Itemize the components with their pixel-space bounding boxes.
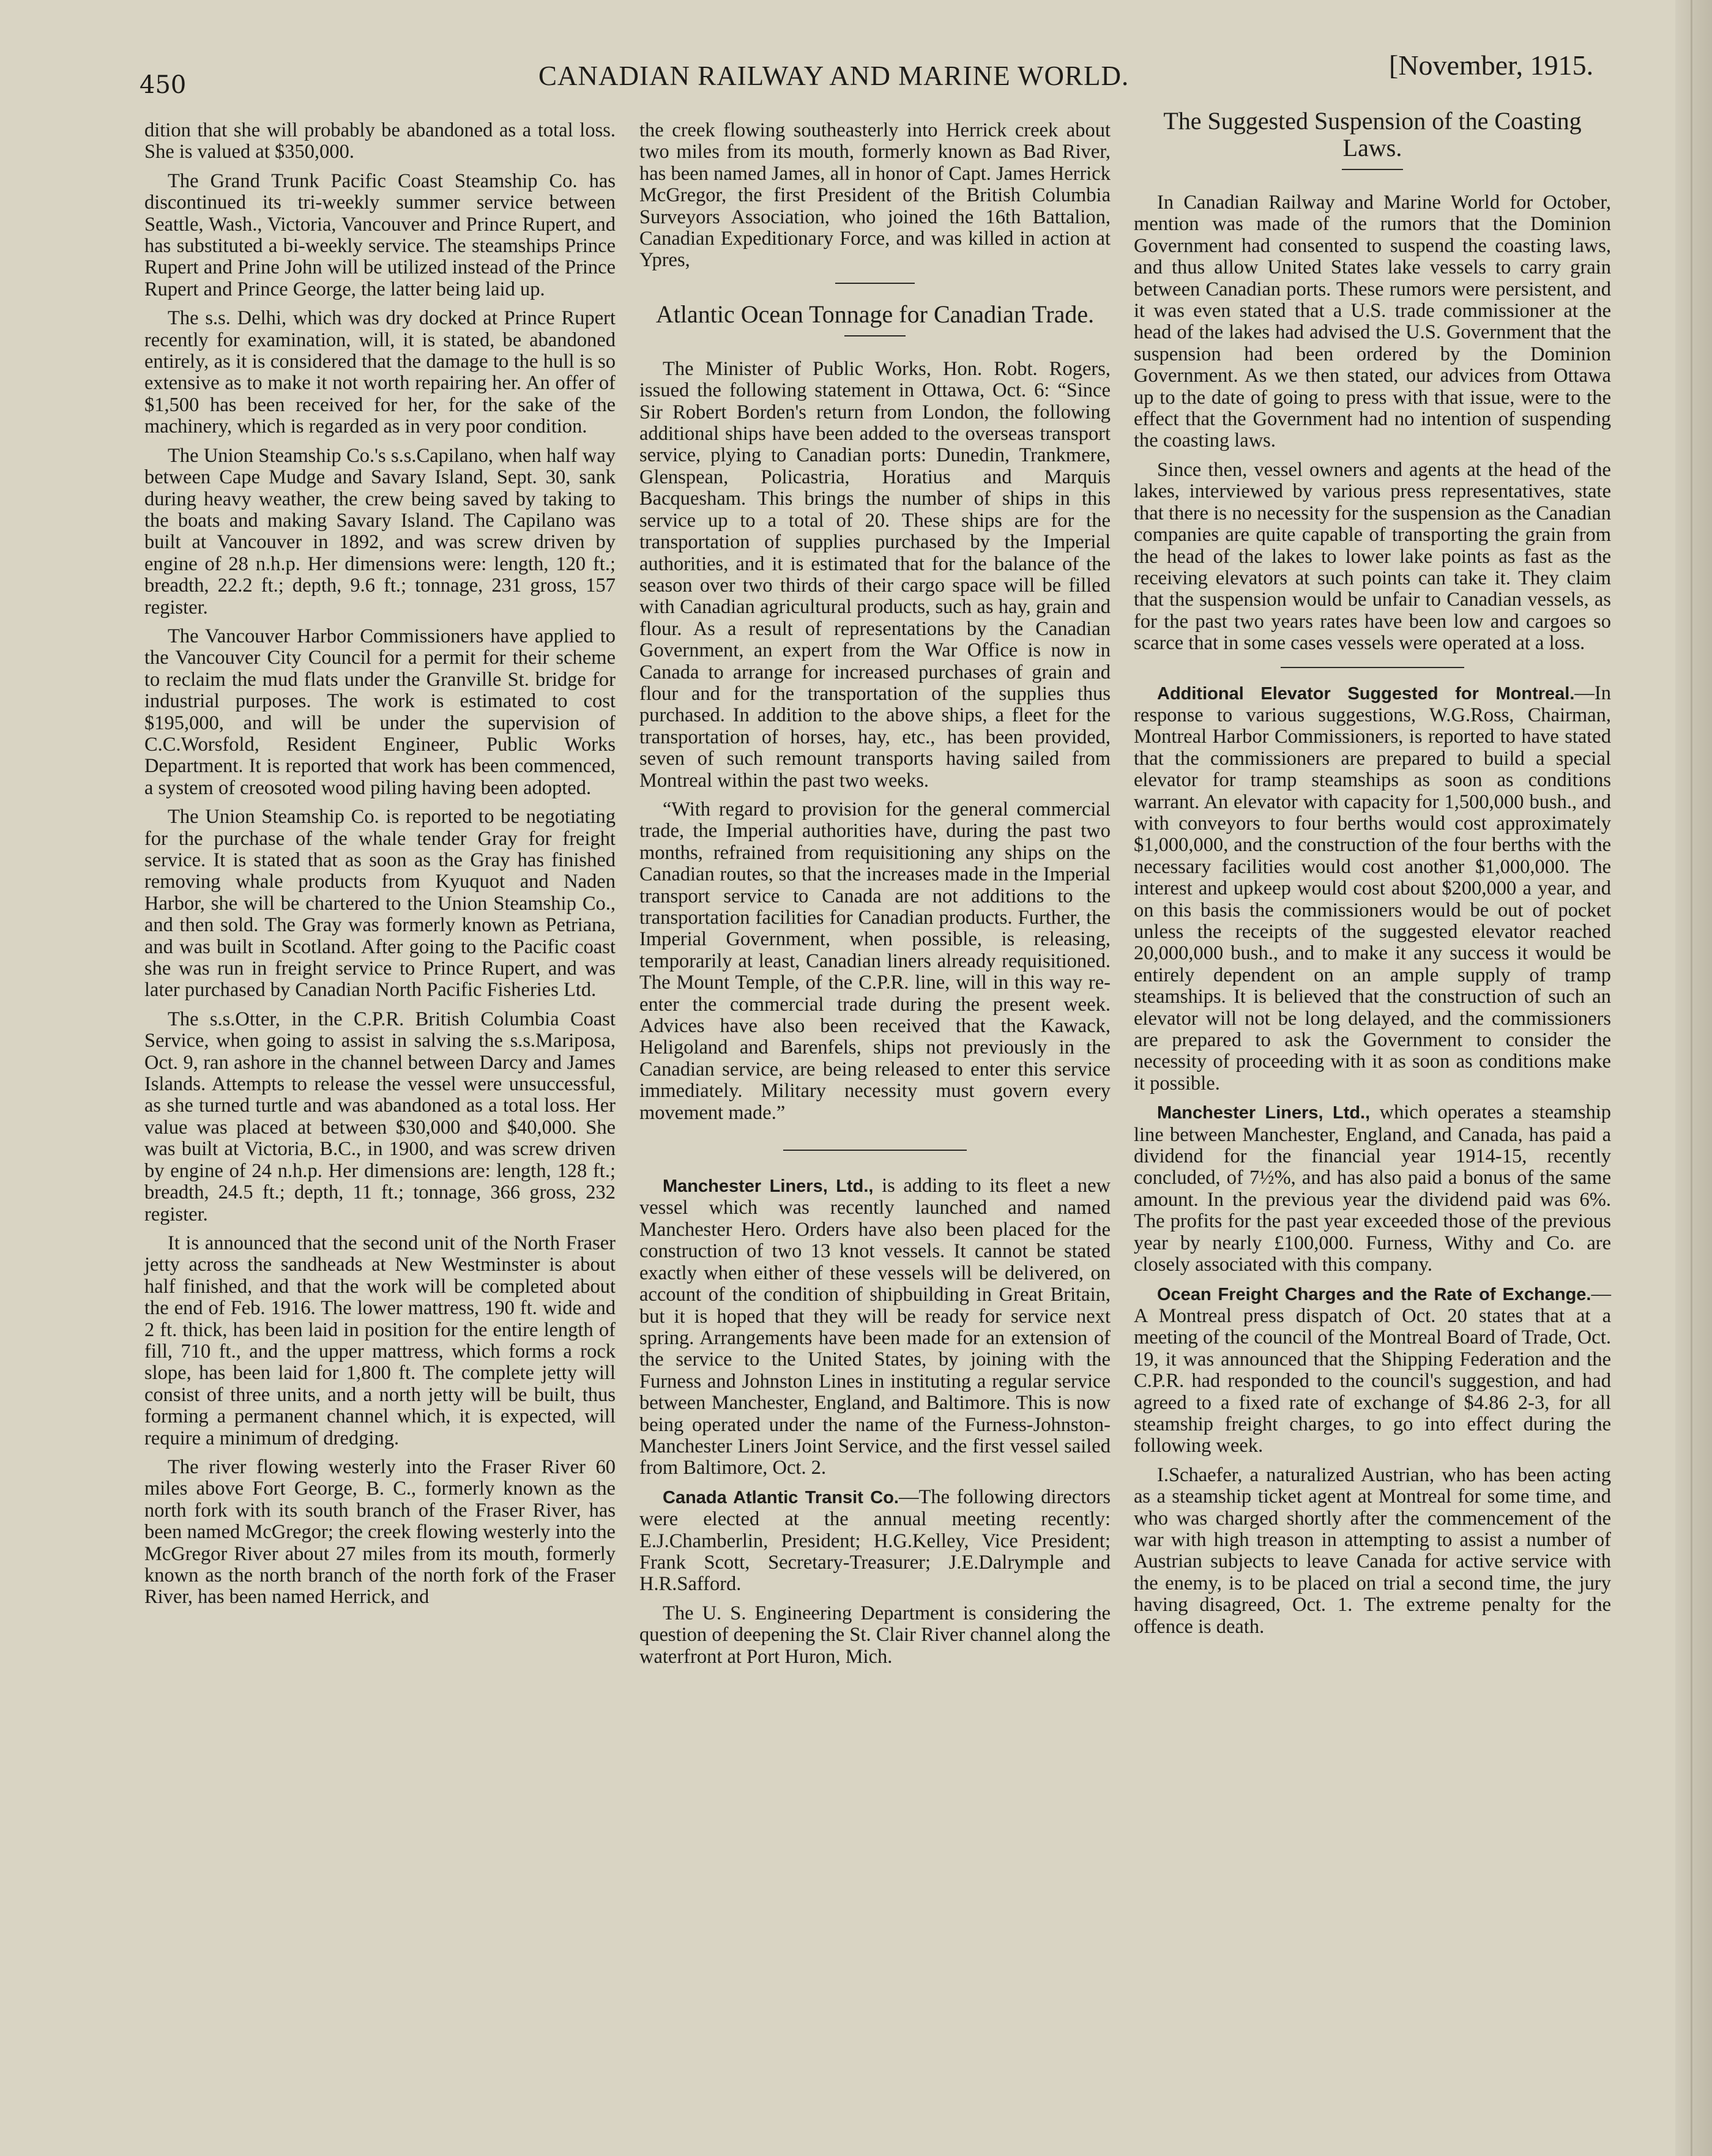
paragraph: The river flowing westerly into the Fraser River 60 miles above Fort George, B. C., formerly known as the north fork with its south branch of the Fraser River, has been named McGregor; the creek flowing westerly into the McGregor River about 27 miles from its mouth, formerly known as the north branch of the north fork of the Fraser River, has been named Herrick, and: [144, 1455, 616, 1608]
paragraph-lead: Canada Atlantic Transit Co.: [663, 1487, 899, 1507]
paragraph-text: is adding to its fleet a new vessel which was recently launched and named Manchester Hero. Orders have also been placed for the construction of two 13 knot vessels. It cannot be stated exactly when either of these vessels will be delivered, on account of the condition of shipbuilding in Great Britain, but it is hoped that they will be ready for service next spring. Arrangements have been made for an extension of the service to the United States, by joining with the Furness and Johnston Lines in instituting a regular service between Manchester, England, and Baltimore. This is now being operated under the name of the Furness-Johnston-Manchester Liners Joint Service, and the first vessel sailed from Baltimore, Oct. 2.: [639, 1175, 1111, 1479]
section-divider: [1281, 667, 1464, 668]
paragraph: The U. S. Engineering Department is considering the question of deepening the St. Clair River channel along the waterfront at Port Huron, Mich.: [639, 1602, 1111, 1668]
paragraph: dition that she will probably be abandoned as a total loss. She is valued at $350,000.: [144, 119, 616, 163]
paragraph-lead: Manchester Liners, Ltd.,: [663, 1177, 874, 1197]
paragraph-text: —A Montreal press dispatch of Oct. 20 states that at a meeting of the council of the Montreal Board of Trade, Oct. 19, it was announced that the Shipping Federation and the C.P.R. had responded to the council's suggestion, and had agreed to a fixed rate of exchange of $4.86 2-3, for all steamship freight charges, to go into effect during the following week.: [1134, 1282, 1611, 1457]
paragraph: The Vancouver Harbor Commissioners have applied to the Vancouver City Council for a permit for their scheme to reclaim the mud flats under the Granville St. bridge for industrial purposes. The work is estimated to cost $195,000, and will be under the supervision of C.C.Worsfold, Resident Engineer, Public Works Department. It is reported that work has been commenced, a system of creosoted wood piling having been adopted.: [144, 625, 616, 799]
paragraph-lead: Manchester Liners, Ltd.,: [1157, 1103, 1371, 1123]
paragraph: I.Schaefer, a naturalized Austrian, who has been acting as a steamship ticket agent at Montreal for some time, and who was charged shortly after the commencement of the war with high treason in attempting to assist a number of Austrian subjects to leave Canada for active service with the enemy, is to be placed on trial a second time, the jury having disagreed, Oct. 1. The extreme penalty for the offence is death.: [1134, 1463, 1611, 1638]
paragraph-text: —In response to various suggestions, W.G.Ross, Chairman, Montreal Harbor Commissioners, is reported to have stated that the commissioners are prepared to build a special elevator for tramp steamships as soon as conditions warrant. An elevator with capacity for 1,500,000 bush., and with conveyors to four berths would cost approximately $1,000,000, and the construction of the four berths with the necessary facilities would cost another $1,000,000. The interest and upkeep would cost about $200,000 a year, and on this basis the commissioners would be out of pocket unless the receipts of the suggested elevator reached 20,000,000 bush., and to make it any success it would be entirely dependent on an ample supply of tramp steamships. It is believed that the construction of such an elevator will not be long delayed, and the commissioners are prepared to ask the Government to consider the necessity of proceeding with it as soon as conditions make it possible.: [1134, 682, 1611, 1095]
page-number: 450: [140, 71, 187, 99]
paragraph: The Minister of Public Works, Hon. Robt. Rogers, issued the following statement in Ottawa, Oct. 6: “Since Sir Robert Borden's return from London, the following additional ships have been added to the overseas transport service, plying to Canadian ports: Dunedin, Trankmere, Glenspean, Policastria, Horatius and Marquis Bacquesham. This brings the number of ships in this service up to a total of 20. These ships are for the transportation of supplies purchased by the Imperial authorities, and it is estimated that for the balance of the season over two thirds of their cargo space will be filled with Canadian agricultural products, such as hay, grain and flour. As a result of representations by the Canadian Government, an expert from the War Office is now in Canada to arrange for increased purchases of grain and flour and for the transportation of the supplies thus purchased. In addition to the above ships, a fleet for the transportation of horses, hay, etc., has been provided, seven of such remount transports having sailed from Montreal within the past two weeks.: [639, 357, 1111, 792]
paragraph: [639, 1487, 1111, 1596]
paragraph: [1134, 1284, 1611, 1457]
paragraph: “With regard to provision for the general commercial trade, the Imperial authorities have, during the past two months, refrained from requisitioning any ships on the Canadian routes, so that the increases made in the Imperial transport service to Canada are not additions to the transportation facilities for Canadian products. Further, the Imperial Government, when possible, is releasing, temporarily at least, Canadian liners already requisitioned. The Mount Temple, of the C.P.R. line, will in this way re-enter the commercial trade during the present week. Advices have also been received that the Kawack, Heligoland and Barenfels, ships not previously in the Canadian service, are being released to enter this service immediately. Military necessity must govern every movement made.”: [639, 798, 1111, 1124]
paragraph: the creek flowing southeasterly into Herrick creek about two miles from its mouth, formerly known as Bad River, has been named James, all in honor of Capt. James Herrick McGregor, the first President of the British Columbia Surveyors Association, who joined the 16th Battalion, Canadian Expeditionary Force, and was killed in action at Ypres,: [639, 119, 1111, 272]
publication-title: CANADIAN RAILWAY AND MARINE WORLD.: [538, 61, 1130, 91]
paragraph-lead: Additional Elevator Suggested for Montreal.: [1157, 683, 1575, 704]
paragraph-lead: Ocean Freight Charges and the Rate of Exchange.: [1157, 1284, 1591, 1304]
paragraph: The Grand Trunk Pacific Coast Steamship Co. has discontinued its tri-weekly summer service between Seattle, Wash., Victoria, Vancouver and Prince Rupert, and has substituted a bi-weekly service. The steamships Prince Rupert and Prine John will be utilized instead of the Prince Rupert and Prince George, the latter being laid up.: [144, 169, 616, 300]
issue-date: [November, 1915.: [1389, 50, 1594, 81]
column-1: [144, 120, 616, 1616]
paragraph: In Canadian Railway and Marine World for October, mention was made of the rumors that the Dominion Government had consented to suspend the coasting laws, and thus allow United States lake vessels to carry grain between Canadian ports. These rumors were persistent, and it was even stated that a U.S. trade commissioner at the head of the lakes had advised the U.S. Government that the suspension had been ordered by the Dominion Government. As we then stated, our advices from Ottawa up to the date of going to press with that issue, were to the effect that the Government had no intention of suspending the coasting laws.: [1134, 191, 1611, 452]
column-2: [639, 120, 1111, 1675]
article-heading: The Suggested Suspension of the Coasting Laws.: [1163, 107, 1582, 162]
divider: [1342, 169, 1403, 170]
section-divider: [783, 1150, 967, 1151]
page-spine-edge: [1675, 0, 1712, 2156]
paragraph-text: which operates a steamship line between Manchester, England, and Canada, has paid a dividend for the financial year 1914-15, recently concluded, of 7½%, and has also paid a bonus of the same amount. In the previous year the dividend paid was 6%. The profits for the past year exceeded those of the previous year by nearly £100,000. Furness, Withy and Co. are closely associated with this company.: [1134, 1101, 1612, 1276]
divider: [844, 335, 906, 336]
article-heading: Atlantic Ocean Tonnage for Canadian Trade.: [655, 300, 1095, 328]
paragraph: The Union Steamship Co. is reported to be negotiating for the purchase of the whale tender Gray for freight service. It is stated that as soon as the Gray has finished removing whale products from Kyuquot and Naden Harbor, she will be chartered to the Union Steamship Co., and then sold. The Gray was formerly known as Petriana, and was built in Scotland. After going to the Pacific coast she was run in freight service to Prince Rupert, and was later purchased by Canadian North Pacific Fisheries Ltd.: [144, 806, 616, 1002]
divider: [835, 283, 915, 284]
column-3: [1134, 107, 1612, 1645]
paragraph: Since then, vessel owners and agents at the head of the lakes, interviewed by various press representatives, state that there is no necessity for the suspension as the Canadian companies are quite capable of transporting the grain from the head of the lakes to lower lake points as fast as the receiving elevators at such points can take it. They claim that the suspension would be unfair to Canadian vessels, as for the past two years rates have been low and cargoes so scarce that in some cases vessels were operated at a loss.: [1134, 458, 1611, 655]
paragraph-text: —The following directors were elected at the annual meeting recently: E.J.Chamberlin, President; H.G.Kelley, Vice President; Frank Scott, Secretary-Treasurer; J.E.Dalrymple and H.R.Safford.: [639, 1485, 1111, 1596]
paragraph: [1134, 683, 1611, 1095]
page-header: [0, 49, 1677, 98]
paragraph: The Union Steamship Co.'s s.s.Capilano, when half way between Cape Mudge and Savary Island, Sept. 30, sank during heavy weather, the crew being saved by taking to the boats and making Savary Island. The Capilano was built at Vancouver in 1892, and was screw driven by engine of 28 n.h.p. Her dimensions were: length, 120 ft.; breadth, 22.2 ft.; depth, 9.6 ft.; tonnage, 231 gross, 157 register.: [144, 444, 616, 619]
binding-edge-line: [1691, 0, 1692, 2156]
paragraph: The s.s.Otter, in the C.P.R. British Columbia Coast Service, when going to assist in salving the s.s.Mariposa, Oct. 9, ran ashore in the channel between Darcy and James Islands. Attempts to release the vessel were unsuccessful, as she turned turtle and was abandoned as a total loss. Her value was placed at between $30,000 and $40,000. She was built at Victoria, B.C., in 1900, and was screw driven by engine of 24 n.h.p. Her dimensions are: length, 128 ft.; breadth, 24.5 ft.; depth, 11 ft.; tonnage, 366 gross, 232 register.: [144, 1008, 616, 1225]
paragraph: [1134, 1102, 1611, 1276]
paragraph: It is announced that the second unit of the North Fraser jetty across the sandheads at New Westminster is about half finished, and that the work will be completed about the end of Feb. 1916. The lower mattress, 190 ft. wide and 2 ft. thick, has been laid in position for the entire length of fill, 710 ft., and the upper mattress, which forms a rock slope, has been laid for 1,800 ft. The complete jetty will consist of three units, and a north jetty will be built, thus forming a permanent channel which, it is expected, will require a minimum of dredging.: [144, 1232, 616, 1449]
paragraph: [639, 1175, 1111, 1479]
paragraph: The s.s. Delhi, which was dry docked at Prince Rupert recently for examination, will, it is stated, be abandoned entirely, as it is considered that the damage to the hull is so extensive as to make it not worth repairing her. An offer of $1,500 has been received for her, for the sake of the machinery, which is regarded as in very poor condition.: [144, 307, 616, 438]
